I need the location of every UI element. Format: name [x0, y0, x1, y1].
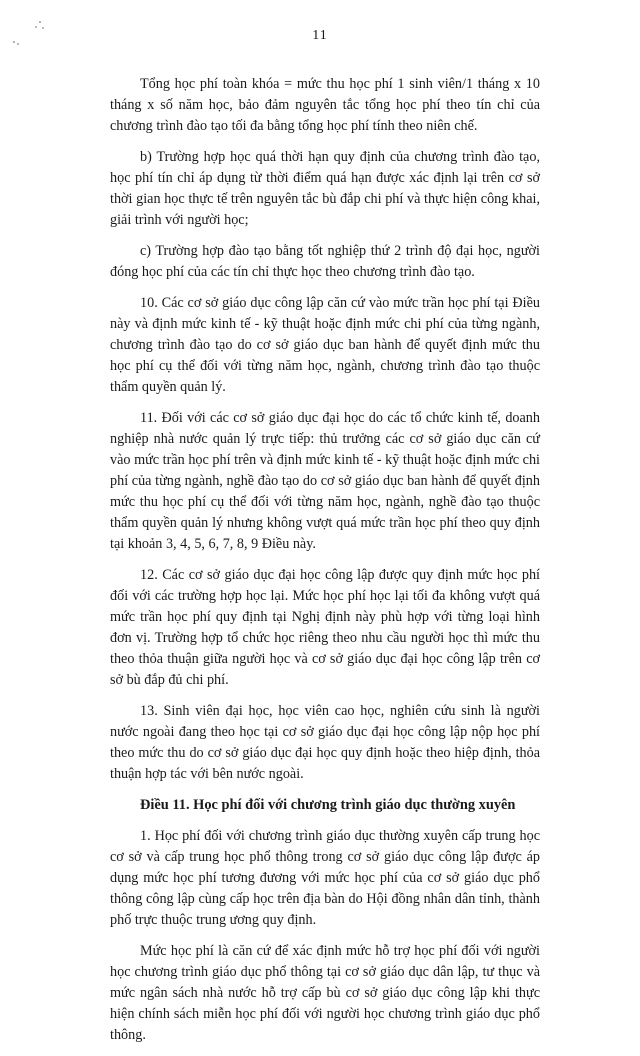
- article-11-heading: Điều 11. Học phí đối với chương trình giáo dục thường xuyên: [140, 797, 516, 813]
- document-body: [110, 74, 540, 1056]
- paragraph-total-tuition: Tổng học phí toàn khóa = mức thu học phí 1 sinh viên/1 tháng x 10 tháng x số năm học, bảo đảm nguyên tắc tổng học phí theo tín chỉ của chương trình đào tạo tối đa bằng tổng học phí tính theo niên chế.: [110, 76, 540, 134]
- paragraph-b-overdue-study: b) Trường hợp học quá thời hạn quy định của chương trình đào tạo, học phí tín chỉ áp dụng từ thời điểm quá hạn được xác định lại trên cơ sở thời gian học thực tế trên nguyên tắc bù đắp chi phí và thực hiện công khai, giải trình với người học;: [110, 149, 540, 228]
- paragraph-clause-11: 11. Đối với các cơ sở giáo dục đại học do các tổ chức kinh tế, doanh nghiệp nhà nước quản lý trực tiếp: thủ trưởng các cơ sở giáo dục căn cứ vào mức trần học phí trên và định mức kinh tế - kỹ thuật hoặc định mức chi phí của từng ngành, nghề đào tạo do cơ sở giáo dục ban hành để quyết định mức thu học phí cụ thể đối với từng năm học, ngành, nghề đào tạo thuộc thẩm quyền quản lý nhưng không vượt quá mức trần học phí theo quy định tại khoản 3, 4, 5, 6, 7, 8, 9 Điều này.: [110, 410, 540, 552]
- paragraph-article-11-tuition-basis: Mức học phí là căn cứ để xác định mức hỗ trợ học phí đối với người học chương trình giáo dục phổ thông tại cơ sở giáo dục dân lập, tư thục và mức ngân sách nhà nước hỗ trợ cấp bù cơ sở giáo dục công lập khi thực hiện chính sách miễn học phí đối với người học chương trình giáo dục phổ thông.: [110, 943, 540, 1043]
- paragraph-c-second-degree: c) Trường hợp đào tạo bằng tốt nghiệp thứ 2 trình độ đại học, người đóng học phí của các tín chỉ thực học theo chương trình đào tạo.: [110, 243, 540, 280]
- paragraph-clause-12: 12. Các cơ sở giáo dục đại học công lập được quy định mức học phí đối với các trường hợp học lại. Mức học phí học lại tối đa không vượt quá mức trần học phí quy định tại Nghị định này phù hợp với từng loại hình đơn vị. Trường hợp tổ chức học riêng theo nhu cầu người học thì mức thu theo thỏa thuận giữa người học và cơ sở giáo dục đại học công lập trên cơ sở bù đắp đủ chi phí.: [110, 567, 540, 688]
- paragraph-clause-10: 10. Các cơ sở giáo dục công lập căn cứ vào mức trần học phí tại Điều này và định mức kinh tế - kỹ thuật hoặc định mức chi phí của từng ngành, chương trình đào tạo do cơ sở giáo dục ban hành để quyết định mức thu học phí cụ thể đối với từng năm học, ngành, chương trình đào tạo thuộc thẩm quyền quản lý.: [110, 295, 540, 395]
- paragraph-article-11-clause-1: 1. Học phí đối với chương trình giáo dục thường xuyên cấp trung học cơ sở và cấp trung học phổ thông trong cơ sở giáo dục công lập được áp dụng mức học phí tương đương với mức học phí của cơ sở giáo dục phổ thông công lập cùng cấp học trên địa bàn do Hội đồng nhân dân tỉnh, thành phố trực thuộc trung ương quy định.: [110, 828, 540, 928]
- page-number: 11: [312, 28, 328, 43]
- paragraph-clause-13: 13. Sinh viên đại học, học viên cao học, nghiên cứu sinh là người nước ngoài đang theo học tại cơ sở giáo dục đại học công lập nộp học phí theo mức thu do cơ sở giáo dục đại học quy định hoặc theo hiệp định, thỏa thuận hợp tác với bên nước ngoài.: [110, 703, 540, 782]
